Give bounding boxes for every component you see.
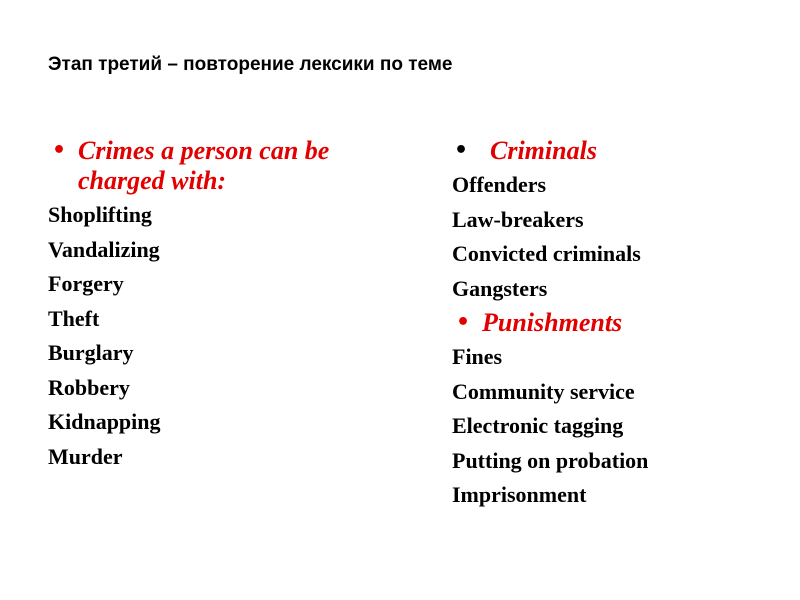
bullet-icon: • <box>52 138 67 163</box>
punishments-group <box>452 308 782 513</box>
list-item: Shoplifting <box>48 202 152 227</box>
list-item: Murder <box>48 443 123 469</box>
criminals-list <box>452 168 782 306</box>
list-item: Vandalizing <box>48 236 160 262</box>
punishments-heading-label: Punishments <box>482 308 623 337</box>
punishments-list <box>452 340 782 513</box>
list-item: Forgery <box>48 271 124 296</box>
crimes-heading-label: Crimes a person can be charged with: <box>78 136 330 195</box>
list-item: Burglary <box>48 340 134 365</box>
bullet-icon: • <box>454 138 469 163</box>
list-item: Putting on probation <box>452 447 649 473</box>
list-item: Electronic tagging <box>452 413 624 438</box>
punishments-heading <box>452 308 782 338</box>
list-item: Imprisonment <box>452 482 587 507</box>
left-column <box>48 136 408 474</box>
list-item: Robbery <box>48 374 130 400</box>
criminals-heading-label: Criminals <box>490 136 597 165</box>
crimes-list <box>48 198 408 474</box>
crimes-heading <box>48 136 408 196</box>
list-item: Theft <box>48 305 100 331</box>
list-item: Offenders <box>452 172 547 197</box>
bullet-icon: • <box>456 310 471 335</box>
list-item: Gangsters <box>452 275 548 301</box>
list-item: Community service <box>452 378 635 404</box>
criminals-heading <box>452 136 782 166</box>
list-item: Kidnapping <box>48 409 161 434</box>
criminals-group <box>452 136 782 306</box>
slide-title: Этап третий – повторение лексики по теме <box>48 54 453 75</box>
list-item: Law-breakers <box>452 206 584 232</box>
list-item: Convicted criminals <box>452 241 641 266</box>
list-item: Fines <box>452 344 503 369</box>
right-column <box>452 136 782 513</box>
